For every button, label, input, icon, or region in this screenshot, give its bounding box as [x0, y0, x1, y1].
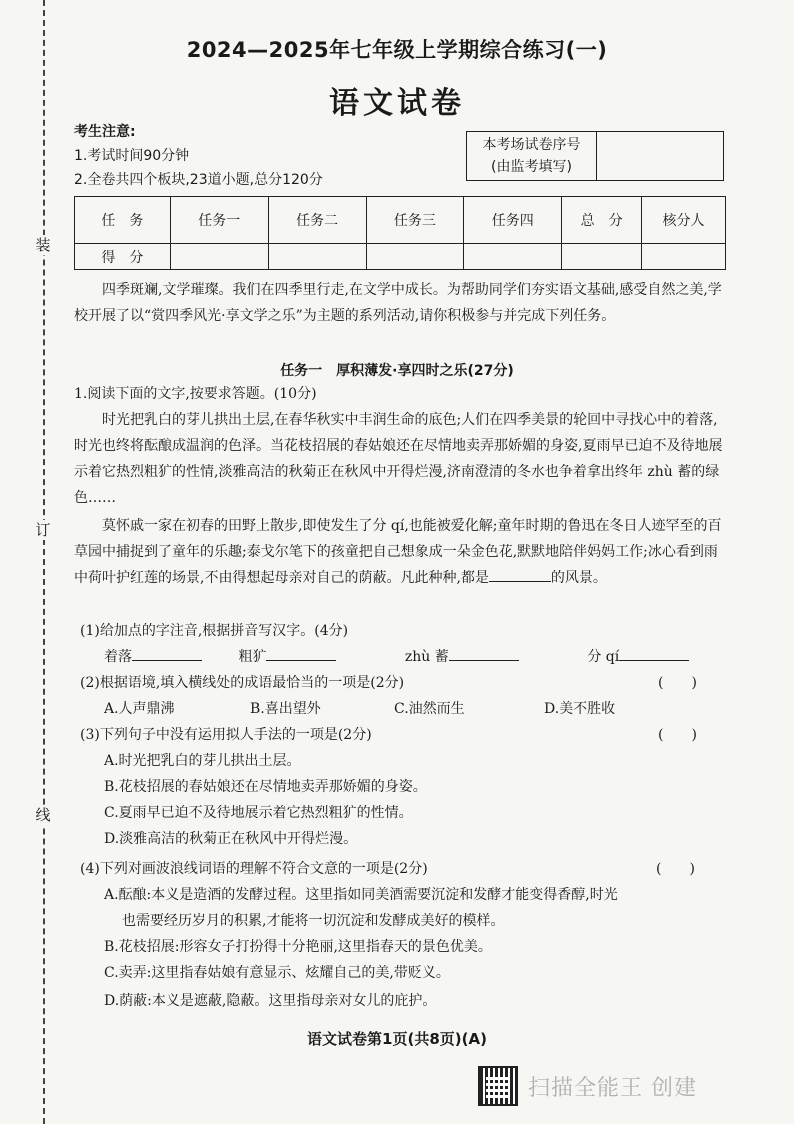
q1-2-option-b: B.喜出望外	[250, 701, 321, 717]
qr-code-icon	[478, 1066, 518, 1106]
q1-4-option-b: B.花枝招展:形容女子打扮得十分艳丽,这里指春天的景色优美。	[104, 939, 492, 955]
q1-1-blank-2[interactable]	[266, 647, 336, 661]
binding-char-ding: 订	[30, 520, 56, 540]
score-cell	[642, 244, 726, 270]
q1-passage-paragraph-2	[74, 513, 726, 591]
q1-1-stem: (1)给加点的字注音,根据拼音写汉字。(4分)	[80, 623, 349, 639]
q1-2-stem: (2)根据语境,填入横线处的成语最恰当的一项是(2分)	[80, 675, 405, 691]
q1-1-item-4: 分 qí	[587, 649, 620, 665]
seat-number-field	[597, 132, 723, 180]
q1-3-option-d: D.淡雅高洁的秋菊正在秋风中开得烂漫。	[104, 831, 358, 847]
q1-passage-paragraph-1: 时光把乳白的芽儿拱出土层,在春华秋实中丰润生命的底色;人们在四季美景的轮回中寻找心中的着落,时光也终将酝酿成温润的色泽。当花枝招展的春姑娘还在尽情地卖弄那娇媚的身姿,夏雨早已迫不及待地展示着它热烈粗犷的性情,淡雅高洁的秋菊正在秋风中开得烂漫,济南澄清的冬水也争着拿出终年 zhù 蓄的绿色……	[74, 412, 723, 506]
q1-fill-blank[interactable]	[489, 566, 551, 582]
binding-dashed-line	[43, 0, 45, 1124]
seat-label-line1: 本考场试卷序号	[482, 137, 581, 153]
seat-number-box	[466, 131, 724, 181]
exam-notice	[74, 120, 323, 192]
score-cell	[366, 244, 464, 270]
q1-4-option-a-line2: 也需要经历岁月的积累,才能将一切沉淀和发酵成美好的模样。	[122, 913, 505, 929]
q1-1-answer-row	[104, 646, 717, 668]
q1-4-option-c: C.卖弄:这里指春姑娘有意显示、炫耀自己的美,带贬义。	[104, 965, 450, 981]
score-table	[74, 196, 726, 270]
q1-1-item-3: zhù 蓄	[404, 649, 449, 665]
q1-3-stem: (3)下列句子中没有运用拟人手法的一项是(2分)	[80, 727, 372, 743]
exam-title: 2024—2025年七年级上学期综合练习(一)	[186, 38, 608, 62]
q1-1-item-1: 着落	[104, 649, 132, 665]
score-cell	[170, 244, 268, 270]
q1-stem: 1.阅读下面的文字,按要求答题。(10分)	[74, 386, 317, 402]
q1-4-answer-paren[interactable]: ( )	[656, 861, 695, 877]
score-header-task2: 任务二	[268, 197, 366, 244]
q1-1-blank-4[interactable]	[619, 647, 689, 661]
q1-1-blank-1[interactable]	[132, 647, 202, 661]
q1-4-option-d: D.荫蔽:本义是遮蔽,隐蔽。这里指母亲对女儿的庇护。	[104, 993, 437, 1009]
score-header-task: 任 务	[75, 197, 171, 244]
notice-item-1: 1.考试时间90分钟	[74, 148, 190, 164]
q1-3-option-b: B.花枝招展的春姑娘还在尽情地卖弄那娇媚的身姿。	[104, 779, 427, 795]
binding-char-xian: 线	[30, 805, 56, 825]
notice-item-2: 2.全卷共四个板块,23道小题,总分120分	[74, 172, 323, 188]
q1-4-stem: (4)下列对画波浪线词语的理解不符合文意的一项是(2分)	[80, 861, 428, 877]
score-row-label: 得 分	[75, 244, 171, 270]
q1-para2-end: 的风景。	[550, 570, 607, 586]
seat-label-line2: (由监考填写)	[491, 159, 572, 175]
q1-2-answer-paren[interactable]: ( )	[658, 675, 697, 691]
binding-margin	[0, 0, 58, 1124]
notice-heading: 考生注意:	[74, 124, 136, 140]
section1-title: 任务一 厚积薄发·享四时之乐(27分)	[280, 363, 514, 379]
seat-number-label	[467, 132, 597, 180]
q1-3-option-c: C.夏雨早已迫不及待地展示着它热烈粗犷的性情。	[104, 805, 413, 821]
score-header-checker: 核分人	[642, 197, 726, 244]
q1-3-option-a: A.时光把乳白的芽儿拱出土层。	[104, 753, 301, 769]
page-footer: 语文试卷第1页(共8页)(A)	[307, 1030, 487, 1048]
binding-char-zhuang: 装	[30, 235, 56, 255]
score-header-total: 总 分	[562, 197, 642, 244]
score-cell	[562, 244, 642, 270]
score-cell	[268, 244, 366, 270]
q1-2-option-a: A.人声鼎沸	[104, 701, 175, 717]
score-header-task4: 任务四	[464, 197, 562, 244]
subject-title: 语文试卷	[329, 86, 465, 121]
q1-para2-text: 莫怀戚一家在初春的田野上散步,即使发生了分 qí,也能被爱化解;童年时期的鲁迅在冬日人迹罕至的百草园中捕捉到了童年的乐趣;泰戈尔笔下的孩童把自己想象成一朵金色花,默默地陪伴妈妈工作;冰心看到雨中荷叶护红莲的场景,不由得想起母亲对自己的荫蔽。凡此种种,都是	[74, 518, 722, 586]
watermark-text: 扫描全能王 创建	[528, 1075, 697, 1101]
score-cell	[464, 244, 562, 270]
intro-paragraph: 四季斑斓,文学璀璨。我们在四季里行走,在文学中成长。为帮助同学们夯实语文基础,感受自然之美,学校开展了以“赏四季风光·享文学之乐”为主题的系列活动,请你积极参与并完成下列任务。	[74, 282, 722, 324]
q1-2-option-c: C.油然而生	[394, 701, 465, 717]
scanner-watermark	[478, 1066, 697, 1106]
q1-2-option-d: D.美不胜收	[544, 701, 616, 717]
q1-1-blank-3[interactable]	[449, 647, 519, 661]
score-header-task3: 任务三	[366, 197, 464, 244]
q1-4-option-a-line1: A.酝酿:本义是造酒的发酵过程。这里指如同美酒需要沉淀和发酵才能变得香醇,时光	[104, 887, 618, 903]
score-header-task1: 任务一	[170, 197, 268, 244]
q1-1-item-2: 粗犷	[238, 649, 267, 665]
q1-3-answer-paren[interactable]: ( )	[658, 727, 697, 743]
